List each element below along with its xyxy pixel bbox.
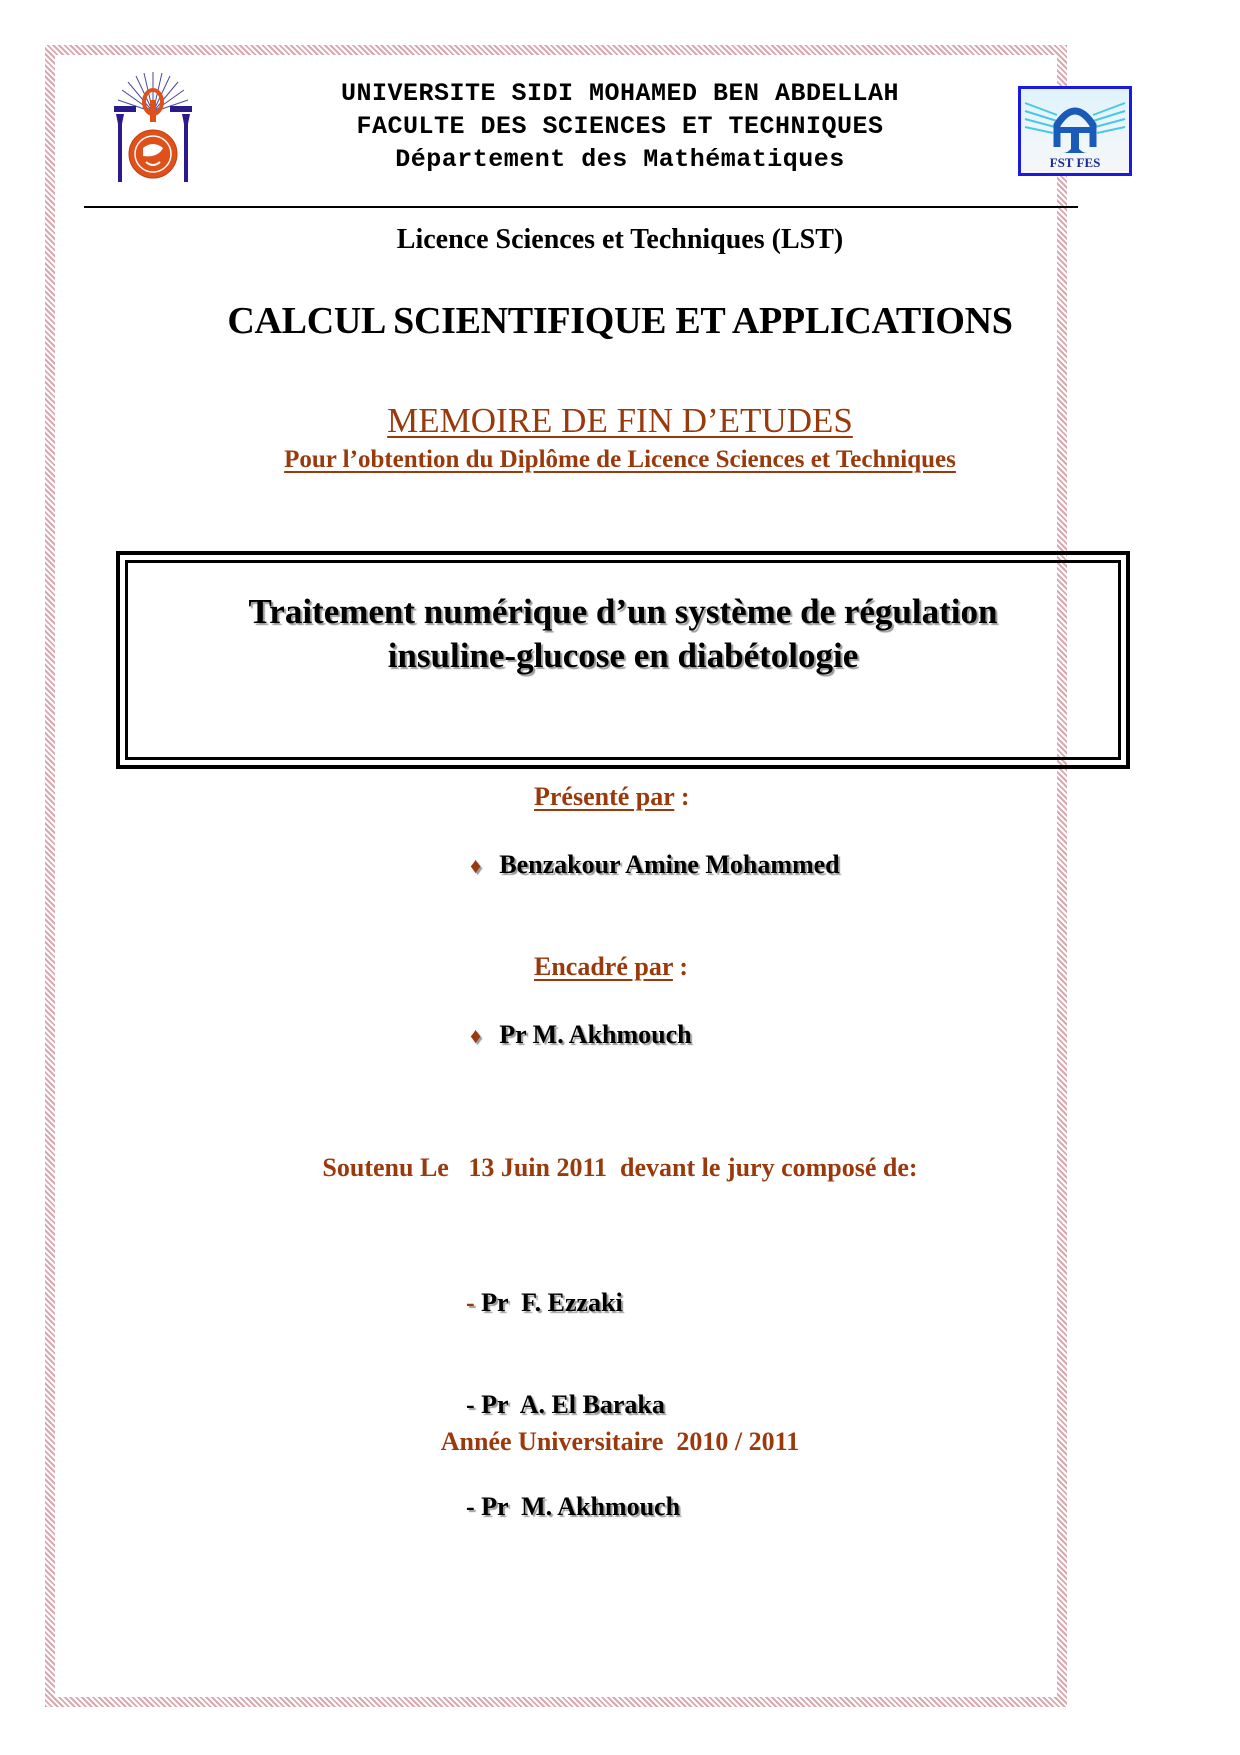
thesis-title bbox=[128, 563, 1118, 678]
diamond-bullet-icon: ♦ bbox=[470, 1023, 482, 1048]
faculty-name: FACULTE DES SCIENCES ET TECHNIQUES bbox=[356, 112, 884, 141]
header-divider bbox=[84, 206, 1078, 208]
university-name: UNIVERSITE SIDI MOHAMED BEN ABDELLAH bbox=[340, 79, 900, 108]
track-title: CALCUL SCIENTIFIQUE ET APPLICATIONS bbox=[227, 300, 1013, 342]
academic-year: Année Universitaire 2010 / 2011 bbox=[440, 1427, 800, 1456]
department-name: Département des Mathématiques bbox=[395, 145, 845, 174]
thesis-title-line-2: insuline-glucose en diabétologie bbox=[387, 636, 859, 675]
supervised-by-heading bbox=[534, 950, 688, 984]
jury-member-name: Pr M. Akhmouch bbox=[474, 1492, 681, 1521]
jury-member bbox=[466, 1490, 680, 1524]
fst-fes-logo bbox=[1018, 86, 1132, 176]
jury-list bbox=[466, 1218, 680, 1558]
university-crest-logo bbox=[108, 72, 198, 184]
memoire-title: MEMOIRE DE FIN D’ETUDES bbox=[387, 401, 853, 440]
presented-by-colon: : bbox=[674, 782, 690, 811]
presented-by-label: Présenté par bbox=[534, 782, 675, 811]
author-entry bbox=[470, 848, 840, 883]
supervisor-entry bbox=[470, 1018, 692, 1053]
memoire-subtitle: Pour l’obtention du Diplôme de Licence Sciences et Techniques bbox=[284, 446, 956, 473]
thesis-title-line-1: Traitement numérique d’un système de régulation bbox=[248, 592, 998, 631]
presented-by-heading bbox=[534, 780, 689, 814]
author-name: Benzakour Amine Mohammed bbox=[499, 850, 840, 879]
jury-dash: - bbox=[466, 1492, 475, 1521]
jury-dash: - bbox=[466, 1390, 475, 1419]
thesis-title-inner-frame bbox=[125, 560, 1121, 760]
jury-member bbox=[466, 1388, 680, 1422]
jury-dash: - bbox=[466, 1288, 475, 1317]
jury-member-name: Pr F. Ezzaki bbox=[474, 1288, 623, 1317]
supervisor-name: Pr M. Akhmouch bbox=[499, 1020, 692, 1049]
institution-header bbox=[220, 77, 1020, 176]
defense-statement: Soutenu Le 13 Juin 2011 devant le jury composé de: bbox=[322, 1153, 918, 1182]
supervised-by-label: Encadré par bbox=[534, 952, 673, 981]
fst-fes-logo-text: FST FES bbox=[1049, 155, 1101, 170]
diamond-bullet-icon: ♦ bbox=[470, 853, 482, 878]
thesis-title-box bbox=[116, 551, 1130, 769]
jury-member bbox=[466, 1286, 680, 1320]
supervised-by-colon: : bbox=[672, 952, 689, 981]
program-name: Licence Sciences et Techniques (LST) bbox=[396, 224, 844, 255]
jury-member-name: Pr A. El Baraka bbox=[474, 1390, 665, 1419]
